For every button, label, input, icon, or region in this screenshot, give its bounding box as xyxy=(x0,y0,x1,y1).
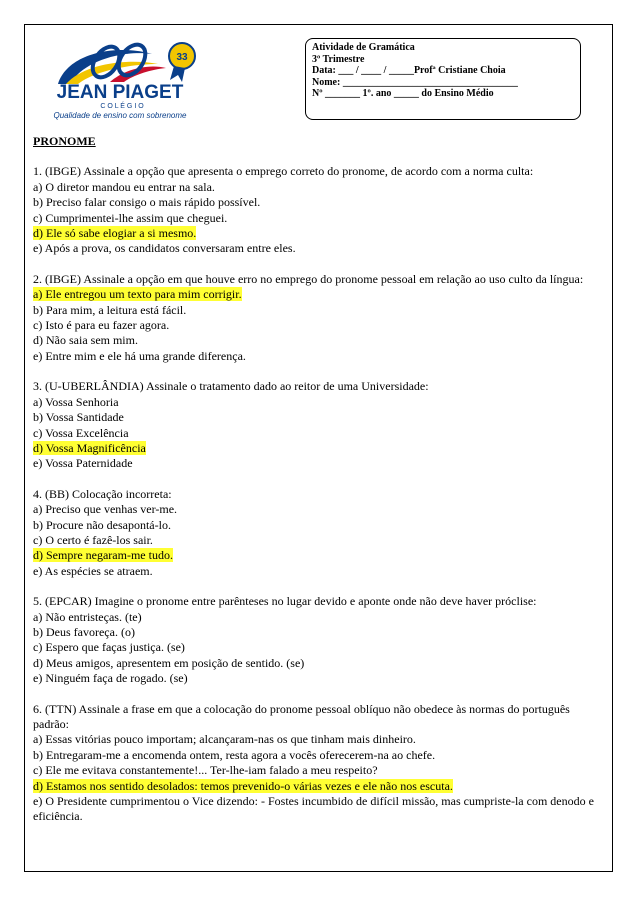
answer-option xyxy=(33,241,598,256)
highlighted-answer: d) Estamos nos sentido desolados: temos prevenido-o várias vezes e ele não nos escuta. xyxy=(33,778,453,793)
answer-option xyxy=(33,671,598,686)
answer-option xyxy=(33,318,598,333)
option-text: a) Vossa Senhoria xyxy=(33,394,119,409)
option-text: e) Ninguém faça de rogado. (se) xyxy=(33,671,188,686)
option-text: e) O Presidente cumprimentou o Vice dizendo: - Fostes incumbido de difícil missão, mas cumpriste-la com denodo e eficiência. xyxy=(33,794,594,824)
answer-option xyxy=(33,748,598,763)
question-2 xyxy=(33,272,598,364)
answer-option xyxy=(33,548,598,563)
question-stem: 6. (TTN) Assinale a frase em que a colocação do pronome pessoal oblíquo não obedece às normas do português padrão: xyxy=(33,701,570,731)
option-text: b) Entregaram-me a encomenda ontem, resta agora a vocês oferecerem-na ao chefe. xyxy=(33,747,436,762)
answer-option xyxy=(33,732,598,747)
answer-option xyxy=(33,518,598,533)
answer-option xyxy=(33,226,598,241)
option-text: c) Espero que faças justiça. (se) xyxy=(33,640,185,655)
option-text: c) Ele me evitava constantemente!... Ter-lhe-iam falado a meu respeito? xyxy=(33,763,378,778)
school-logo xyxy=(40,38,202,120)
answer-option xyxy=(33,180,598,195)
answer-option xyxy=(33,333,598,348)
answer-option xyxy=(33,410,598,425)
section-title: PRONOME xyxy=(33,134,96,148)
option-text: e) Entre mim e ele há uma grande diferença. xyxy=(33,348,246,363)
answer-option xyxy=(33,195,598,210)
option-text: d) Meus amigos, apresentem em posição de sentido. (se) xyxy=(33,655,305,670)
school-logo-graphic xyxy=(40,38,202,120)
school-name: JEAN PIAGET xyxy=(56,82,184,103)
question-stem: 4. (BB) Colocação incorreta: xyxy=(33,486,172,501)
highlighted-answer: d) Vossa Magnificência xyxy=(33,440,146,455)
activity-term: 3º Trimestre xyxy=(312,53,365,65)
answer-option xyxy=(33,625,598,640)
question-stem: 1. (IBGE) Assinale a opção que apresenta o emprego correto do pronome, de acordo com a norma culta: xyxy=(33,164,534,179)
logo-mark-right xyxy=(113,40,151,80)
option-text: d) Não saia sem mim. xyxy=(33,333,138,348)
highlighted-answer: a) Ele entregou um texto para mim corrigir. xyxy=(33,287,242,302)
option-text: a) Não entristeças. (te) xyxy=(33,609,142,624)
question-4 xyxy=(33,487,598,579)
question-stem: 3. (U-UBERLÂNDIA) Assinale o tratamento dado ao reitor de uma Universidade: xyxy=(33,379,429,394)
option-text: b) Preciso falar consigo o mais rápido possível. xyxy=(33,195,261,210)
question-5 xyxy=(33,594,598,686)
answer-option xyxy=(33,763,598,778)
option-text: e) As espécies se atraem. xyxy=(33,563,153,578)
option-text: b) Para mim, a leitura está fácil. xyxy=(33,302,187,317)
school-subtitle: C O L É G I O xyxy=(100,103,144,110)
worksheet-content xyxy=(33,134,598,840)
answer-option xyxy=(33,502,598,517)
answer-option xyxy=(33,349,598,364)
question-stem: 5. (EPCAR) Imagine o pronome entre parênteses no lugar devido e aponte onde não deve haver próclise: xyxy=(33,594,537,609)
option-text: c) O certo é fazê-los sair. xyxy=(33,532,153,547)
answer-option xyxy=(33,456,598,471)
option-text: c) Isto é para eu fazer agora. xyxy=(33,318,170,333)
answer-option xyxy=(33,303,598,318)
option-text: a) O diretor mandou eu entrar na sala. xyxy=(33,179,215,194)
option-text: e) Vossa Paternidade xyxy=(33,456,133,471)
option-text: c) Vossa Excelência xyxy=(33,425,129,440)
school-tagline: Qualidade de ensino com sobrenome xyxy=(53,111,187,120)
activity-title: Atividade de Gramática xyxy=(312,42,415,53)
answer-option xyxy=(33,656,598,671)
question-stem: 2. (IBGE) Assinale a opção em que houve erro no emprego do pronome pessoal em relação ao uso culto da língua: xyxy=(33,271,584,286)
question-1 xyxy=(33,164,598,256)
activity-info-box xyxy=(305,38,581,120)
badge-number: 33 xyxy=(176,52,188,63)
option-text: a) Preciso que venhas ver-me. xyxy=(33,502,178,517)
option-text: b) Deus favoreça. (o) xyxy=(33,624,135,639)
answer-option xyxy=(33,610,598,625)
question-3 xyxy=(33,379,598,471)
badge-ribbon xyxy=(170,66,185,82)
highlighted-answer: d) Sempre negaram-me tudo. xyxy=(33,548,173,563)
answer-option xyxy=(33,426,598,441)
student-class-field[interactable]: Nº _______ 1º. ano _____ do Ensino Médio xyxy=(312,88,494,100)
answer-option xyxy=(33,287,598,302)
answer-option xyxy=(33,640,598,655)
answer-option xyxy=(33,211,598,226)
answer-option xyxy=(33,779,598,794)
answer-option xyxy=(33,395,598,410)
option-text: a) Essas vitórias pouco importam; alcançaram-nas os que tinham mais dinheiro. xyxy=(33,732,416,747)
answer-option xyxy=(33,533,598,548)
option-text: b) Vossa Santidade xyxy=(33,410,124,425)
option-text: b) Procure não desapontá-lo. xyxy=(33,517,171,532)
option-text: c) Cumprimentei-lhe assim que cheguei. xyxy=(33,210,228,225)
answer-option xyxy=(33,564,598,579)
question-6 xyxy=(33,702,598,825)
student-name-field[interactable]: Nome: ___________________________________ xyxy=(312,76,518,88)
highlighted-answer: d) Ele só sabe elogiar a si mesmo. xyxy=(33,226,197,241)
activity-date-teacher: Data: ___ / ____ / _____Profª Cristiane Choia xyxy=(312,65,506,77)
answer-option xyxy=(33,794,598,825)
option-text: e) Após a prova, os candidatos conversaram entre eles. xyxy=(33,241,296,256)
answer-option xyxy=(33,441,598,456)
